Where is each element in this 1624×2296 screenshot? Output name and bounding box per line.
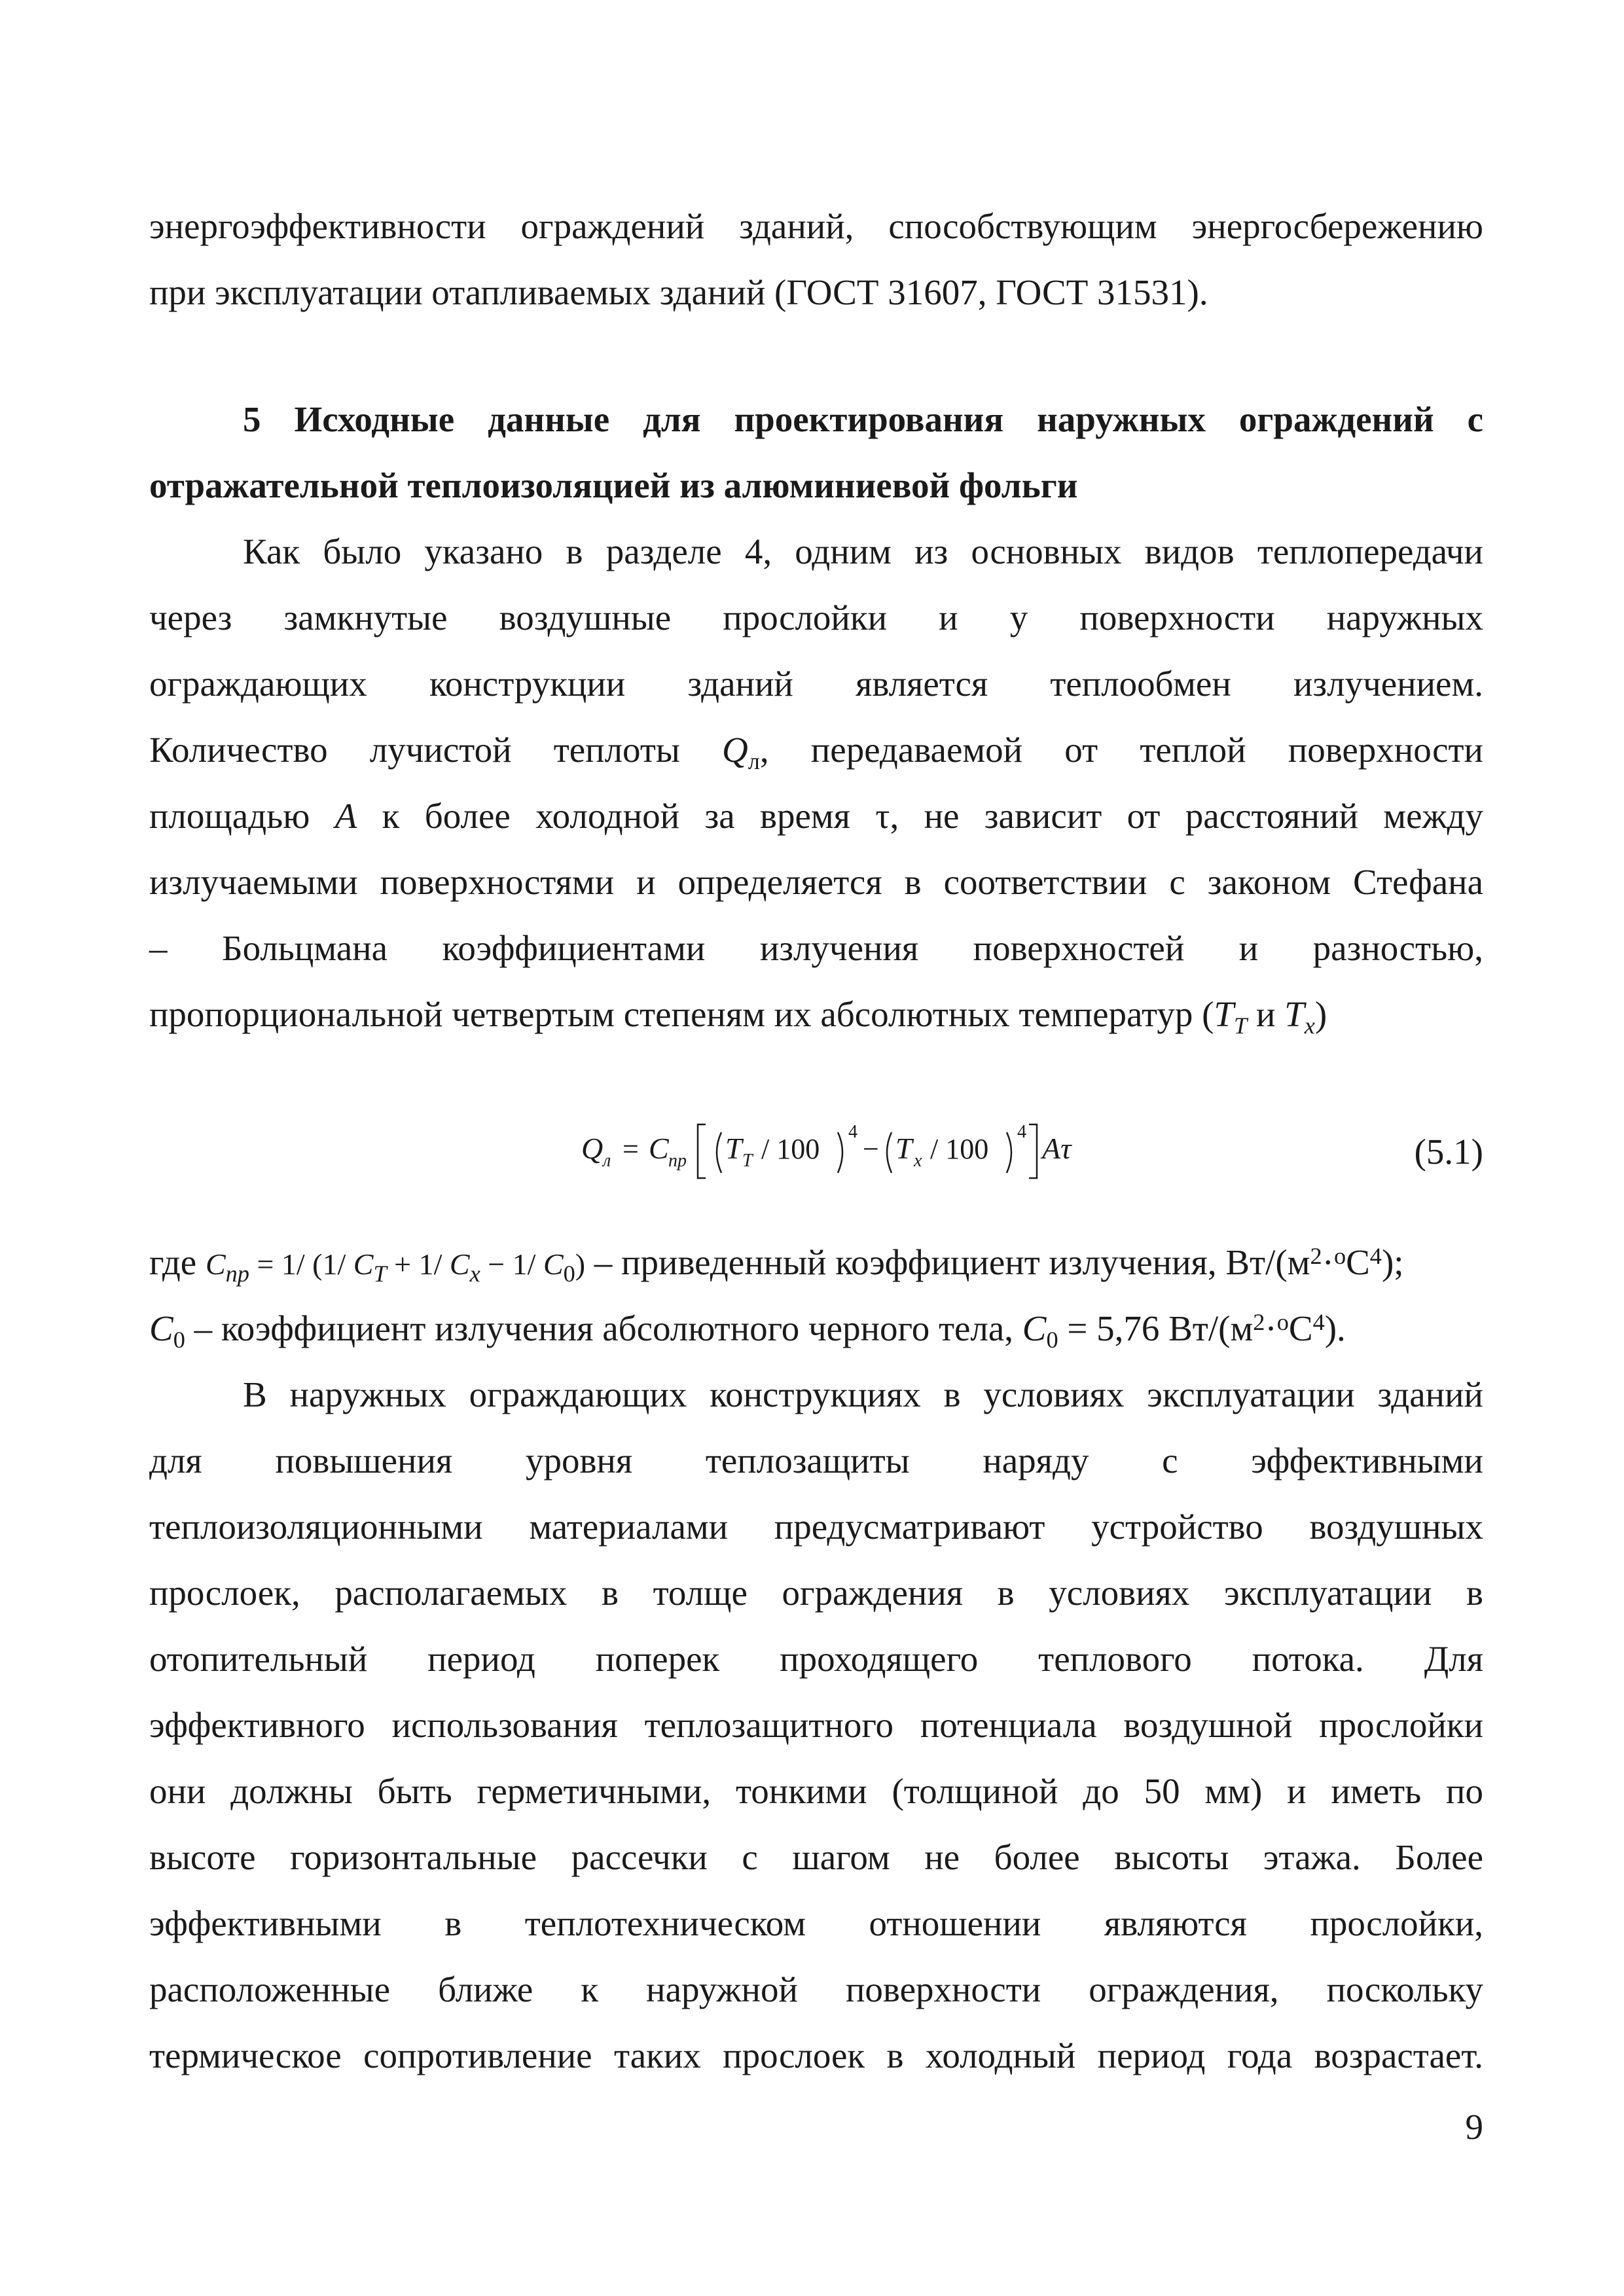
formula-svg-tail	[1000, 1113, 1262, 1191]
text-line: – Больцмана коэффициентами излучения поверхностей и разностью,	[149, 928, 1483, 968]
text-fragment: площадью	[149, 796, 335, 836]
left-paren	[887, 1132, 892, 1173]
section-heading	[149, 386, 1483, 518]
symbol-a: A	[334, 796, 357, 836]
superscript-text: 2	[1310, 1242, 1322, 1269]
text-fragment: – коэффициент излучения абсолютного черного тела,	[185, 1308, 1022, 1348]
subscript-text: T	[373, 1260, 387, 1287]
formula-div-b: / 100	[930, 1133, 989, 1165]
text-line: через замкнутые воздушные прослойки и у поверхности наружных	[149, 598, 1483, 637]
symbol-c: C	[543, 1247, 564, 1281]
text-fragment: к более холодной за время τ, не зависит от расстояний между	[357, 796, 1483, 836]
text-fragment: ·	[1322, 1242, 1334, 1282]
superscript-text: 2	[1253, 1308, 1265, 1335]
formula-exp-b: 4	[1017, 1122, 1026, 1142]
superscript-text: о	[1333, 1242, 1346, 1269]
text-line: теплоизоляционными материалами предусматривают устройство воздушных	[149, 1507, 1483, 1547]
subscript-text: x	[1304, 1012, 1315, 1039]
left-paren	[717, 1132, 721, 1173]
document-page	[149, 0, 1483, 2296]
formula-tail: Aτ	[1042, 1132, 1072, 1165]
formula-equals: =	[623, 1133, 639, 1165]
text-line: термическое сопротивление таких прослоек в холодный период года возрастает.	[149, 2036, 1483, 2075]
heading-line: отражательной теплоизоляцией из алюминиевой фольги	[149, 465, 1078, 505]
text-fragment: где	[149, 1242, 206, 1282]
formula-t2: T	[895, 1132, 912, 1165]
text-fragment: = 5,76 Вт/(м	[1058, 1308, 1254, 1348]
text-fragment: и	[1247, 994, 1285, 1034]
subscript-text: 0	[173, 1326, 185, 1353]
text-line: эффективными в теплотехническом отношении являются прослойки,	[149, 1903, 1483, 1943]
symbol-c: C	[205, 1247, 226, 1281]
left-bracket	[698, 1124, 706, 1178]
text-fragment: – приведенный коэффициент излучения, Вт/(м	[585, 1242, 1310, 1282]
formula-lhs-sub: л	[603, 1151, 611, 1171]
formula-t1-sub: T	[742, 1151, 753, 1171]
text-fragment: + 1/	[386, 1247, 450, 1281]
text-line	[149, 981, 1483, 1047]
right-paren	[838, 1132, 842, 1173]
text-line: прослоек, располагаемых в толще ограждения в условиях эксплуатации в	[149, 1573, 1483, 1613]
symbol-c: C	[1022, 1308, 1047, 1348]
text-line: энергоэффективности ограждений зданий, способствующим энергосбережению	[149, 206, 1483, 246]
formula-div-a: / 100	[761, 1133, 820, 1165]
page-number: 9	[1465, 2107, 1483, 2147]
formula-lhs: Q	[581, 1132, 604, 1165]
symbol-t: T	[1284, 994, 1305, 1034]
text-fragment: );	[1381, 1242, 1404, 1282]
formula-svg	[149, 1113, 1000, 1191]
text-fragment: С	[1288, 1308, 1313, 1348]
text-fragment: Количество лучистой теплоты	[149, 730, 723, 770]
paragraph-radiation	[149, 518, 1483, 1047]
text-fragment: , передаваемой от теплой поверхности	[759, 730, 1483, 770]
text-line: излучаемыми поверхностями и определяется в соответствии с законом Стефана	[149, 862, 1483, 902]
text-fragment: С	[1346, 1242, 1370, 1282]
formula-number: (5.1)	[1414, 1132, 1483, 1172]
subscript	[748, 730, 760, 774]
symbol-t: T	[1214, 994, 1234, 1034]
symbol-q: Q	[722, 730, 748, 770]
superscript-text: о	[1276, 1308, 1289, 1335]
formula-t2-sub: x	[914, 1151, 922, 1171]
right-paren	[1007, 1132, 1011, 1173]
symbol-c: C	[449, 1247, 470, 1281]
text-fragment: ).	[1324, 1308, 1346, 1348]
text-line: при эксплуатации отапливаемых зданий (ГОСТ 31607, ГОСТ 31531).	[149, 272, 1208, 312]
text-fragment: пропорциональной четвертым степеням их абсолютных температур (	[149, 994, 1214, 1034]
paragraph-air-layers	[149, 1361, 1483, 2089]
text-line: эффективного использования теплозащитного потенциала воздушной прослойки	[149, 1705, 1483, 1745]
subscript-text: 0	[1046, 1326, 1058, 1353]
formula-coef-sub: пр	[668, 1151, 687, 1171]
superscript-text: 4	[1312, 1308, 1325, 1335]
text-fragment: − 1/	[480, 1247, 543, 1281]
text-line: они должны быть герметичными, тонкими (толщиной до 50 мм) и иметь по	[149, 1771, 1483, 1811]
formula-exp-a: 4	[848, 1122, 857, 1142]
formula-coef: C	[649, 1132, 669, 1165]
text-line: Как было указано в разделе 4, одним из основных видов теплопередачи	[243, 531, 1483, 571]
symbol-c: C	[149, 1308, 173, 1348]
text-fragment: = 1/ (1/	[249, 1247, 353, 1281]
definitions	[149, 1229, 1483, 1361]
text-line	[149, 1229, 1483, 1295]
text-line: В наружных ограждающих конструкциях в условиях эксплуатации зданий	[243, 1374, 1483, 1414]
formula-t1: T	[725, 1132, 742, 1165]
symbol-c: C	[353, 1247, 374, 1281]
subscript-text: T	[1234, 1012, 1248, 1039]
superscript-text: 4	[1369, 1242, 1382, 1269]
subscript-text: x	[469, 1260, 480, 1287]
subscript-text: л	[748, 747, 760, 774]
text-line	[149, 1295, 1483, 1361]
text-line: ограждающих конструкции зданий является теплообмен излучением.	[149, 664, 1483, 704]
text-fragment: ·	[1265, 1308, 1277, 1348]
text-fragment: )	[1314, 994, 1327, 1034]
text-line: расположенные ближе к наружной поверхности ограждения, поскольку	[149, 1969, 1483, 2009]
text-line: высоте горизонтальные рассечки с шагом не более высоты этажа. Более	[149, 1837, 1483, 1877]
heading-line: 5 Исходные данные для проектирования наружных ограждений с	[243, 399, 1483, 439]
intro-paragraph	[149, 193, 1483, 325]
text-line	[149, 717, 1483, 783]
formula-minus: −	[863, 1133, 879, 1165]
text-fragment: )	[575, 1247, 586, 1281]
formula-5-1	[149, 1113, 1483, 1191]
subscript-text: 0	[563, 1260, 575, 1287]
subscript-text: пр	[225, 1260, 249, 1287]
text-line	[149, 783, 1483, 849]
right-bracket	[1029, 1124, 1037, 1178]
text-line: отопительный период поперек проходящего теплового потока. Для	[149, 1639, 1483, 1679]
text-line: для повышения уровня теплозащиты наряду с эффективными	[149, 1441, 1483, 1480]
